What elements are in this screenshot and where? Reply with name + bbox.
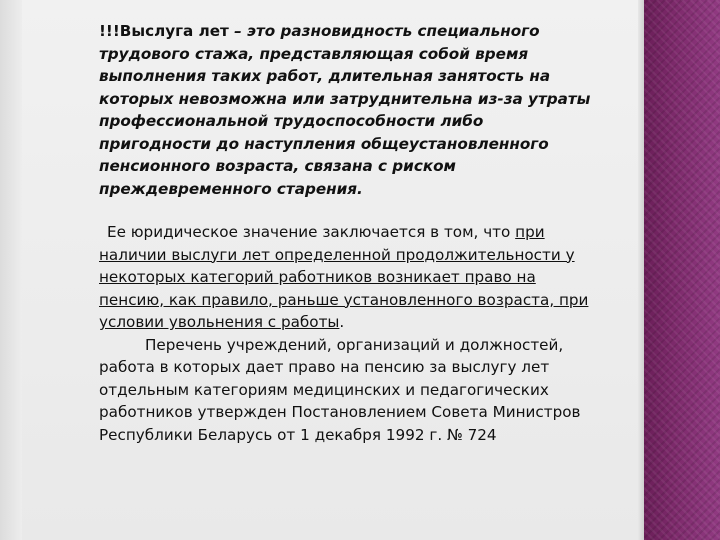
legal-meaning-text: Ее юридическое значение заключается в том, что — [107, 223, 516, 241]
definition-term: !!!Выслуга лет — [99, 22, 229, 40]
slide-content — [99, 20, 599, 446]
left-decor-strip — [0, 0, 22, 540]
legal-meaning-end: . — [339, 313, 345, 331]
list-paragraph — [99, 334, 599, 447]
list-paragraph-text: Перечень учреждений, организаций и должностей, работа в которых дает право на пенсию за выслугу лет отдельным категориям медицинских и педагогических работников утвержден Постановлением Совета Министров Республики Беларусь от 1 декабря 1992 г. № 724 — [99, 335, 581, 444]
legal-meaning-paragraph — [99, 221, 599, 334]
legal-meaning-underlined: при наличии выслуги лет определенной продолжительности у некоторых категорий работников возникает право на пенсию, как правило, раньше установленного возраста, при условии увольнения с работы — [99, 223, 589, 331]
definition-text: – это разновидность специального трудового стажа, представляющая собой время выполнения таких работ, длительная занятость на которых невозможна или затруднительна из-за утраты профессиональной трудоспособности либо пригодности до наступления общеустановленного пенсионного возраста, связана с риском преждевременного старения. — [99, 22, 591, 198]
panel-texture — [644, 0, 720, 540]
definition-paragraph — [99, 20, 599, 200]
right-decor-panel — [644, 0, 720, 540]
